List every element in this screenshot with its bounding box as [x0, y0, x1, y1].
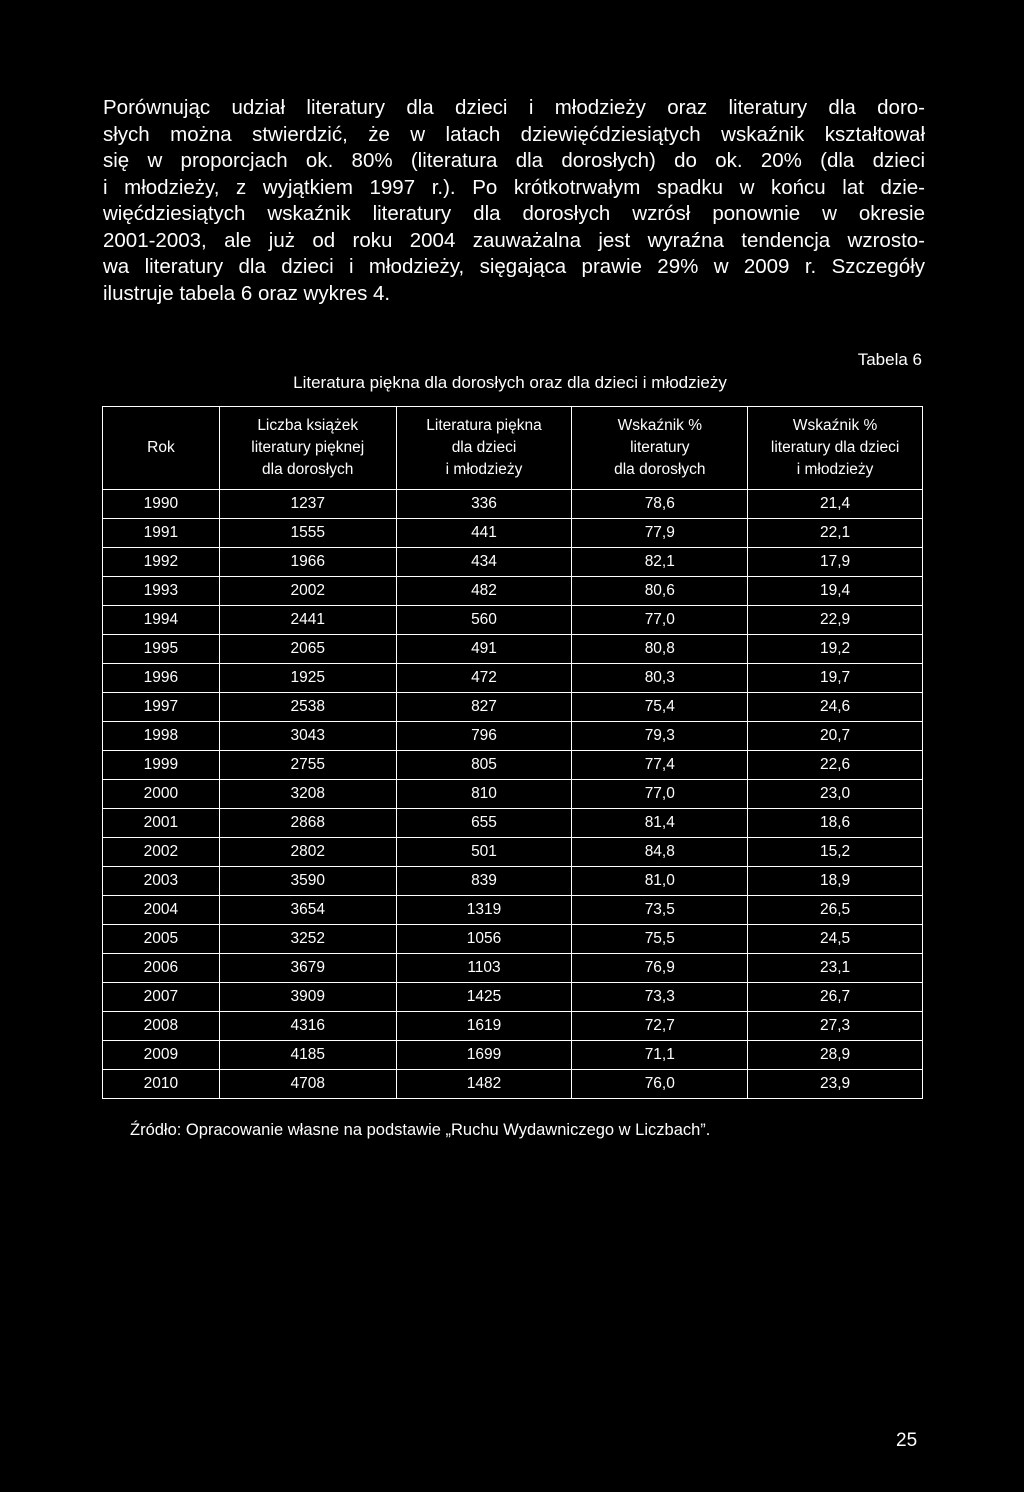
table-cell: 75,4 [572, 693, 748, 722]
table-cell: 72,7 [572, 1012, 748, 1041]
header-year: Rok [103, 407, 220, 490]
table-row [103, 606, 923, 635]
table-cell: 482 [396, 577, 572, 606]
table-cell: 2005 [103, 925, 220, 954]
table-cell: 26,7 [748, 983, 923, 1012]
table-cell: 1966 [219, 548, 396, 577]
table-cell: 24,6 [748, 693, 923, 722]
table-cell: 441 [396, 519, 572, 548]
table-cell: 1555 [219, 519, 396, 548]
table-cell: 79,3 [572, 722, 748, 751]
table-body [103, 490, 923, 1099]
table-cell: 805 [396, 751, 572, 780]
table-cell: 472 [396, 664, 572, 693]
table-cell: 796 [396, 722, 572, 751]
table-row [103, 896, 923, 925]
table-cell: 2868 [219, 809, 396, 838]
table-cell: 23,0 [748, 780, 923, 809]
table-cell: 4316 [219, 1012, 396, 1041]
table-cell: 77,9 [572, 519, 748, 548]
table-cell: 3679 [219, 954, 396, 983]
paragraph-line: wa literatury dla dzieci i młodzieży, sięgająca prawie 29% w 2009 r. Szczegóły [103, 255, 925, 278]
table-row [103, 983, 923, 1012]
table-cell: 1619 [396, 1012, 572, 1041]
table-cell: 1995 [103, 635, 220, 664]
table-header-row [103, 407, 923, 490]
table-cell: 71,1 [572, 1041, 748, 1070]
table-cell: 2008 [103, 1012, 220, 1041]
table-cell: 80,8 [572, 635, 748, 664]
header-adult-share: Wskaźnik % literatury dla dorosłych [572, 407, 748, 490]
table-cell: 2009 [103, 1041, 220, 1070]
table-cell: 82,1 [572, 548, 748, 577]
table-cell: 77,0 [572, 606, 748, 635]
table-cell: 21,4 [748, 490, 923, 519]
table-cell: 3590 [219, 867, 396, 896]
table-cell: 1699 [396, 1041, 572, 1070]
table-cell: 2755 [219, 751, 396, 780]
table-cell: 26,5 [748, 896, 923, 925]
table-cell: 3654 [219, 896, 396, 925]
table-cell: 22,1 [748, 519, 923, 548]
table-cell: 1056 [396, 925, 572, 954]
table-cell: 1996 [103, 664, 220, 693]
table-row [103, 635, 923, 664]
paragraph-line: Porównując udział literatury dla dzieci i młodzieży oraz literatury dla doro- [103, 96, 925, 119]
table-cell: 27,3 [748, 1012, 923, 1041]
table-row [103, 867, 923, 896]
table-cell: 19,4 [748, 577, 923, 606]
table-cell: 1925 [219, 664, 396, 693]
table-cell: 1991 [103, 519, 220, 548]
table-cell: 1425 [396, 983, 572, 1012]
table-cell: 76,9 [572, 954, 748, 983]
table-cell: 24,5 [748, 925, 923, 954]
table-cell: 1482 [396, 1070, 572, 1099]
table-cell: 1997 [103, 693, 220, 722]
table-row [103, 1041, 923, 1070]
table-cell: 19,2 [748, 635, 923, 664]
body-paragraph [103, 95, 925, 307]
table-cell: 2802 [219, 838, 396, 867]
paragraph-line: się w proporcjach ok. 80% (literatura dla dorosłych) do ok. 20% (dla dzieci [103, 149, 925, 172]
table-cell: 491 [396, 635, 572, 664]
table-row [103, 548, 923, 577]
table-cell: 3909 [219, 983, 396, 1012]
table-cell: 2002 [103, 838, 220, 867]
table-cell: 827 [396, 693, 572, 722]
table-cell: 15,2 [748, 838, 923, 867]
table-cell: 18,9 [748, 867, 923, 896]
table-row [103, 838, 923, 867]
header-children-share: Wskaźnik % literatury dla dzieci i młodzieży [748, 407, 923, 490]
table-row [103, 664, 923, 693]
table-cell: 2007 [103, 983, 220, 1012]
paragraph-line: więćdziesiątych wskaźnik literatury dla dorosłych wzrósł ponownie w okresie [103, 202, 925, 225]
table-cell: 1319 [396, 896, 572, 925]
table-cell: 1990 [103, 490, 220, 519]
table-row [103, 1070, 923, 1099]
table-cell: 3252 [219, 925, 396, 954]
table-cell: 20,7 [748, 722, 923, 751]
table-cell: 2004 [103, 896, 220, 925]
table-row [103, 1012, 923, 1041]
table-row [103, 693, 923, 722]
table-cell: 22,9 [748, 606, 923, 635]
table-cell: 1994 [103, 606, 220, 635]
table-cell: 2065 [219, 635, 396, 664]
table-cell: 18,6 [748, 809, 923, 838]
table-cell: 76,0 [572, 1070, 748, 1099]
table-row [103, 577, 923, 606]
table-cell: 81,4 [572, 809, 748, 838]
table-cell: 2002 [219, 577, 396, 606]
table-cell: 81,0 [572, 867, 748, 896]
data-table [102, 406, 923, 1099]
table-number-label: Tabela 6 [857, 350, 922, 369]
table-caption: Literatura piękna dla dorosłych oraz dla dzieci i młodzieży [293, 373, 727, 392]
table-cell: 28,9 [748, 1041, 923, 1070]
table-cell: 560 [396, 606, 572, 635]
table-cell: 80,6 [572, 577, 748, 606]
table-cell: 2006 [103, 954, 220, 983]
table-row [103, 925, 923, 954]
table-cell: 22,6 [748, 751, 923, 780]
table-cell: 1992 [103, 548, 220, 577]
table-cell: 2441 [219, 606, 396, 635]
table-cell: 655 [396, 809, 572, 838]
paragraph-line: słych można stwierdzić, że w latach dziewięćdziesiątych wskaźnik kształtował [103, 122, 925, 146]
page-number: 25 [896, 1430, 918, 1451]
table-cell: 3208 [219, 780, 396, 809]
table-cell: 4708 [219, 1070, 396, 1099]
table-row [103, 751, 923, 780]
paragraph-line: ilustruje tabela 6 oraz wykres 4. [103, 281, 391, 305]
table-cell: 23,1 [748, 954, 923, 983]
header-adult-books: Liczba książek literatury pięknej dla dorosłych [219, 407, 396, 490]
table-cell: 434 [396, 548, 572, 577]
table-cell: 1103 [396, 954, 572, 983]
table-cell: 3043 [219, 722, 396, 751]
table-cell: 23,9 [748, 1070, 923, 1099]
table-cell: 80,3 [572, 664, 748, 693]
table-row [103, 519, 923, 548]
table-cell: 17,9 [748, 548, 923, 577]
table-cell: 501 [396, 838, 572, 867]
table-cell: 19,7 [748, 664, 923, 693]
table-cell: 1993 [103, 577, 220, 606]
table-cell: 2010 [103, 1070, 220, 1099]
table-cell: 2538 [219, 693, 396, 722]
table-row [103, 954, 923, 983]
paragraph-line: i młodzieży, z wyjątkiem 1997 r.). Po krótkotrwałym spadku w końcu lat dzie- [103, 175, 925, 199]
table-cell: 839 [396, 867, 572, 896]
table-cell: 1237 [219, 490, 396, 519]
table-row [103, 722, 923, 751]
table-cell: 2000 [103, 780, 220, 809]
source-note: Źródło: Opracowanie własne na podstawie „Ruchu Wydawniczego w Liczbach”. [130, 1121, 711, 1139]
table-cell: 84,8 [572, 838, 748, 867]
table-row [103, 809, 923, 838]
table-cell: 73,5 [572, 896, 748, 925]
table-cell: 73,3 [572, 983, 748, 1012]
table-cell: 77,0 [572, 780, 748, 809]
header-children-books: Literatura piękna dla dzieci i młodzieży [396, 407, 572, 490]
table-cell: 2001 [103, 809, 220, 838]
table-cell: 336 [396, 490, 572, 519]
table-cell: 810 [396, 780, 572, 809]
table-row [103, 490, 923, 519]
table-cell: 1998 [103, 722, 220, 751]
table-cell: 77,4 [572, 751, 748, 780]
table-cell: 75,5 [572, 925, 748, 954]
paragraph-line: 2001-2003, ale już od roku 2004 zauważalna jest wyraźna tendencja wzrosto- [103, 228, 925, 252]
table-cell: 4185 [219, 1041, 396, 1070]
table-row [103, 780, 923, 809]
table-cell: 78,6 [572, 490, 748, 519]
table-cell: 2003 [103, 867, 220, 896]
table-cell: 1999 [103, 751, 220, 780]
